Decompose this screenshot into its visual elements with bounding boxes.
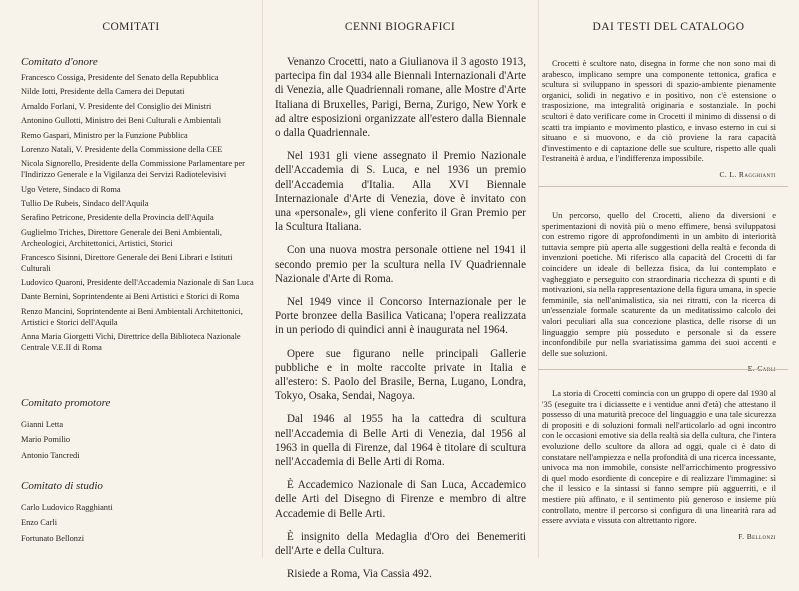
excerpt-author: F. Bellonzi [738, 531, 776, 541]
promotore-entry: Mario Pomilio [21, 435, 71, 445]
bio-paragraph: Nel 1931 gli viene assegnato il Premio Nazionale dell'Accademia di S. Luca, e nel 1936 un premio dell'Accademia d'Italia. Alla XVI Biennale Internazionale d'Arte di Venezia, dove è invitato con una «personale», gli viene conferito il Gran Premio per la Scultura Italiana. [275, 150, 526, 234]
promotore-entry: Antonio Tancredi [21, 450, 80, 460]
excerpt-text: Un percorso, quello del Crocetti, alieno da diversioni e sperimentazioni di novità più o meno effimere, bensì sviluppatosi con estremo rigore di approfondimenti in un ambito di interiorità tuttavia sempre più aperta alle suggestioni della realtà e feconda di invenzioni poetiche. Mi riferisco alla capacità del Crocetti di far coincidere un ideale di bellezza fisica, da lui contemplato e vagheggiato e perseguito con straordinaria ricchezza di spunti e di motivazioni, sia nella rappresentazione della figura umana, in specie femminile, sia nell'animalistica, sia nei ritratti, con la ricerca di un'essenziale formale scaturente da un meditatissimo calcolo dei valori peculiari alla sua concezione plastica, delle risorse di un linguaggio sempre più posseduto e personale sì da essere inconfondibile pur nella svariatissima gamma dei suoi accenti e delle sue soluzioni. [542, 210, 776, 358]
cenni-column [262, 0, 538, 581]
onore-entry: Francesco Sisinni, Direttore Generale dei Beni Librari e Istituti Culturali [21, 252, 233, 273]
bio-paragraph: Nel 1949 vince il Concorso Internazionale per le Porte bronzee della Basilica Vaticana; l'opera realizzata in un periodo di quindici anni è inaugurata nel 1964. [275, 296, 526, 337]
studio-entry: Enzo Carli [21, 518, 58, 528]
catalog-excerpt [542, 210, 776, 373]
onore-entry: Ludovico Quaroni, Presidente dell'Accademia Nazionale di San Luca [21, 278, 254, 288]
studio-entry: Fortunato Bellonzi [21, 533, 85, 543]
excerpt-author: C. L. Ragghianti [719, 169, 776, 179]
excerpt-text: Crocetti è scultore nato, disegna in forme che non sono mai di arabesco, implicano sempre una componente tettonica, grafica e scultura si sviluppano in spessori di spazio-ambiente pienamente organici, solidi in negativo e in positivo, non c'è estensione o trasposizione, ma integralità originaria e sostanziale. In pochi scultori è dato verificare come in Crocetti il minimo di dissensi o di scatti tra impianto e movimento plastico, e invaso esterno in cui si situano e si muovono, e da ciò proviene la rara capacità d'investimento e di captazione delle sue sculture, rispetto alle quali l'estraneità è ardua, e l'indifferenza impossibile. [542, 58, 776, 164]
onore-entry: Dante Bernini, Soprintendente ai Beni Artistici e Storici di Roma [21, 292, 240, 302]
onore-entry: Anna Maria Giorgetti Vichi, Direttrice della Biblioteca Nazionale Centrale V.E.II di Roma [21, 332, 241, 352]
onore-entry: Remo Gaspari, Ministro per la Funzione Pubblica [21, 130, 188, 140]
bio-paragraph: È insignito della Medaglia d'Oro dei Benemeriti dell'Arte e della Cultura. [275, 530, 526, 558]
comitato-promotore-title: Comitato promotore [21, 397, 111, 409]
testi-column [538, 0, 799, 558]
bio-paragraph: Venanzo Crocetti, nato a Giulianova il 3 agosto 1913, partecipa fin dal 1934 alle Biennali Internazionali d'Arte di Venezia, alle Quadriennali romane, alle Mostre d'Arte Italiana di Bruxelles, Parigi, Berna, Zurigo, New York e ad altre esposizioni organizzate all'estero dalla Biennale o dalla Quadriennale. [275, 56, 526, 140]
section-divider [538, 186, 788, 187]
excerpt-text: La storia di Crocetti comincia con un gruppo di opere dal 1930 al '35 (eseguite tra i diciassette e i ventidue anni d'età) che attestano il possesso di una maturità precoce del linguaggio e una tale sicurezza di propositi e di soluzioni formali nell'articolarlo ad ogni incontro con le occasioni emotive sia della realtà sia della cultura, che l'intera evoluzione dello scultore da allora ad oggi, quale ci è dato di constatare nell'ampiezza e nella profondità di una ricerca incessante, univoca ma non immobile, consiste nell'arricchimento progressivo di quel modo esordiente di concepire e di realizzare l'immagine: sì che il lessico e la sintassi si fanno sempre più agguerriti, e il mestiere più affinato, e il sentimento più generoso e insieme più controllato, mentre il percorso si configura di una linearità rara ad essere avviata e vissuta con altrettanto rigore. [542, 388, 776, 526]
onore-entry: Ugo Vetere, Sindaco di Roma [21, 184, 121, 194]
comitato-promotore-section [21, 397, 258, 466]
studio-entry: Carlo Ludovico Ragghianti [21, 503, 113, 512]
comitato-onore-section [21, 56, 258, 357]
comitati-column [0, 0, 262, 558]
onore-entry: Renzo Mancini, Soprintendente ai Beni Ambientali Architettonici, Artistici e Storici dell'Aquila [21, 306, 243, 327]
section-divider [538, 369, 788, 370]
onore-entry: Arnaldo Forlani, V. Presidente del Consiglio dei Ministri [21, 101, 212, 111]
onore-entry: Lorenzo Natali, V. Presidente della Commissione della CEE [21, 144, 223, 154]
comitato-studio-section [21, 480, 258, 549]
catalog-excerpt [542, 388, 776, 541]
comitato-studio-title: Comitato di studio [21, 480, 103, 492]
promotore-entry: Gianni Letta [21, 420, 64, 429]
comitato-onore-title: Comitato d'onore [21, 56, 98, 68]
onore-entry: Guglielmo Triches, Direttore Generale dei Beni Ambientali, Archeologici, Architettonici, Artistici, Storici [21, 227, 222, 248]
onore-entry: Francesco Cossiga, Presidente del Senato della Repubblica [21, 73, 219, 82]
onore-entry: Antonino Gullotti, Ministro dei Beni Culturali e Ambientali [21, 116, 222, 126]
bio-paragraph: Con una nuova mostra personale ottiene nel 1941 il secondo premio per la scultura nella IV Quadriennale Nazionale d'Arte di Roma. [275, 244, 526, 285]
onore-entry: Serafino Petricone, Presidente della Provincia dell'Aquila [21, 213, 214, 223]
bio-paragraph: Risiede a Roma, Via Cassia 492. [287, 568, 432, 581]
testi-heading: DAI TESTI DEL CATALOGO [592, 21, 745, 33]
cenni-heading: CENNI BIOGRAFICI [344, 21, 456, 33]
cenni-body [275, 55, 526, 591]
catalog-excerpt [542, 58, 776, 179]
onore-entry: Nilde Iotti, Presidente della Camera dei Deputati [21, 87, 185, 97]
bio-paragraph: Opere sue figurano nelle principali Gallerie pubbliche e in molte raccolte private in Italia e all'estero: S. Paolo del Brasile, Berna, Lugano, Londra, Tokyo, Osaka, Sendai, Nagoya. [275, 347, 526, 403]
onore-entry: Nicola Signorello, Presidente della Commissione Parlamentare per l'Indirizzo Generale e la Vigilanza dei Servizi Radiotelevisivi [21, 159, 245, 180]
bio-paragraph: Dal 1946 al 1955 ha la cattedra di scultura nell'Accademia di Belle Arti di Venezia, dal 1956 al 1963 in quella di Firenze, dal 1964 è titolare di scultura nell'Accademia di Belle Arti di Roma. [275, 413, 526, 469]
onore-entry: Tullio De Rubeis, Sindaco dell'Aquila [21, 198, 149, 208]
comitati-heading: COMITATI [102, 21, 160, 33]
bio-paragraph: È Accademico Nazionale di San Luca, Accademico delle Arti del Disegno di Firenze e membro di altre Accademie di Belle Arti. [275, 479, 526, 520]
